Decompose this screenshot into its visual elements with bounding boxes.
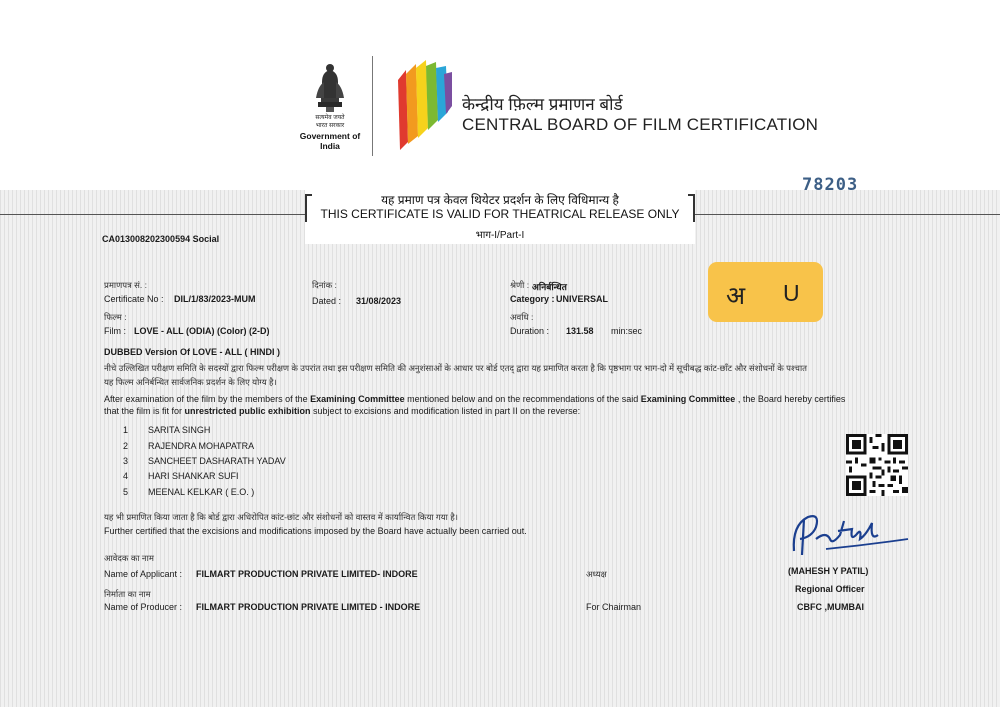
signature-icon [786, 505, 916, 563]
cert-no-value: DIL/1/83/2023-MUM [174, 294, 256, 304]
cert-no-label: Certificate No : [104, 294, 164, 304]
committee-member: HARI SHANKAR SUFI [148, 471, 239, 481]
committee-num: 1 [123, 425, 129, 435]
film-label: Film : [104, 326, 126, 336]
duration-label: Duration : [510, 326, 550, 336]
category-value-hindi: अनिर्बन्धित [532, 282, 567, 292]
para-text: mentioned below and on the recommendations of the said [404, 394, 641, 404]
serial-number: 78203 [802, 175, 859, 195]
emblem-hindi-label: भारत सरकार [315, 123, 345, 129]
producer-label: Name of Producer : [104, 602, 183, 612]
cbfc-logo [392, 58, 454, 159]
signature [786, 505, 916, 568]
paragraph-hindi-line-2: यह फिल्म अनिर्बन्धित सार्वजनिक प्रदर्शन के लिए योग्य है। [104, 377, 277, 387]
committee-num: 5 [123, 487, 129, 497]
committee-num: 4 [123, 471, 129, 481]
band-line-right [695, 214, 1000, 215]
paragraph-english-line-2 [104, 406, 580, 417]
date-label-hindi: दिनांक : [312, 280, 337, 290]
dubbed-version: DUBBED Version Of LOVE - ALL ( HINDI ) [104, 347, 281, 357]
validity-hindi: यह प्रमाण पत्र केवल थियेटर प्रदर्शन के लिए विधिमान्य है [381, 193, 619, 207]
para-text: subject to excisions and modification listed in part II on the reverse: [310, 406, 581, 416]
para-bold: Examining Committee [640, 394, 736, 404]
category-label-hindi: श्रेणी : [510, 280, 530, 290]
para-text: , the Board hereby certifies [735, 394, 846, 404]
lion-capital-icon [312, 62, 348, 114]
committee-num: 3 [123, 456, 129, 466]
board-name-hindi: केन्द्रीय फ़िल्म प्रमाणन बोर्ड [462, 95, 623, 114]
date-label: Dated : [312, 296, 342, 306]
for-chairman: For Chairman [586, 602, 642, 612]
officer-name: (MAHESH Y PATIL) [788, 566, 869, 576]
committee-member: MEENAL KELKAR ( E.O. ) [148, 487, 255, 497]
duration-label-hindi: अवधि : [510, 312, 534, 322]
category-value: UNIVERSAL [556, 294, 609, 304]
applicant-value: FILMART PRODUCTION PRIVATE LIMITED- INDORE [196, 569, 418, 579]
date-value: 31/08/2023 [356, 296, 402, 306]
para-text: After examination of the film by the members of the [104, 394, 311, 404]
government-of-india-label: Government of India [299, 131, 361, 151]
duration-unit: min:sec [611, 326, 643, 336]
applicant-label-hindi: आवेदक का नाम [104, 553, 154, 563]
rating-hindi: अ [726, 282, 746, 310]
film-value: LOVE - ALL (ODIA) (Color) (2-D) [134, 326, 270, 336]
qr-code [846, 434, 908, 501]
certificate-code: CA013008202300594 Social [102, 234, 220, 244]
paragraph-english-line-1 [104, 394, 845, 405]
further-english: Further certified that the excisions and modifications imposed by the Board have actually been carried out. [104, 526, 527, 536]
further-hindi: यह भी प्रमाणित किया जाता है कि बोर्ड द्वारा अधिरोपित कांट-छांट और संशोधनों को वास्तव में कार्यान्वित किया गया है। [104, 512, 458, 522]
film-label-hindi: फिल्म : [104, 312, 127, 322]
chairman-hindi: अध्यक्ष [586, 569, 607, 579]
applicant-label: Name of Applicant : [104, 569, 183, 579]
committee-num: 2 [123, 441, 129, 451]
paragraph-hindi-line-1: नीचे उल्लिखित परीक्षण समिति के सदस्यों द्वारा फिल्म परीक्षण के उपरांत तथा इस परीक्षण समिति की अनुशंसाओं के आधार पर बोर्ड एतद् द्वारा यह प्रमाणित करता है कि पृष्ठभाग पर भाग-दो में सूचीबद्ध कांट-छाँट और संशोधनों के पश्चात [104, 363, 807, 373]
officer-title: Regional Officer [795, 584, 865, 594]
validity-english: THIS CERTIFICATE IS VALID FOR THEATRICAL RELEASE ONLY [320, 207, 680, 221]
band-line-left [0, 214, 305, 215]
category-label: Category : [510, 294, 555, 304]
rating-english: U [783, 280, 800, 306]
para-bold: unrestricted public exhibition [184, 406, 311, 416]
officer-office: CBFC ,MUMBAI [797, 602, 864, 612]
producer-label-hindi: निर्माता का नाम [104, 589, 151, 599]
government-emblem [290, 62, 370, 151]
committee-member: SARITA SINGH [148, 425, 211, 435]
qr-code-icon [846, 434, 908, 496]
duration-value: 131.58 [566, 326, 594, 336]
cert-no-label-hindi: प्रमाणपत्र सं. : [104, 280, 147, 290]
board-name-english: CENTRAL BOARD OF FILM CERTIFICATION [462, 115, 819, 134]
part-label: भाग-I/Part-I [475, 230, 525, 241]
para-bold: Examining Committee [310, 394, 405, 404]
committee-member: SANCHEET DASHARATH YADAV [148, 456, 286, 466]
header-divider [372, 56, 373, 156]
para-text: that the film is fit for [104, 406, 185, 416]
committee-member: RAJENDRA MOHAPATRA [148, 441, 255, 451]
cbfc-logo-icon [392, 58, 454, 154]
producer-value: FILMART PRODUCTION PRIVATE LIMITED - INDORE [196, 602, 421, 612]
emblem-motto: सत्यमेव जयते [315, 115, 345, 121]
